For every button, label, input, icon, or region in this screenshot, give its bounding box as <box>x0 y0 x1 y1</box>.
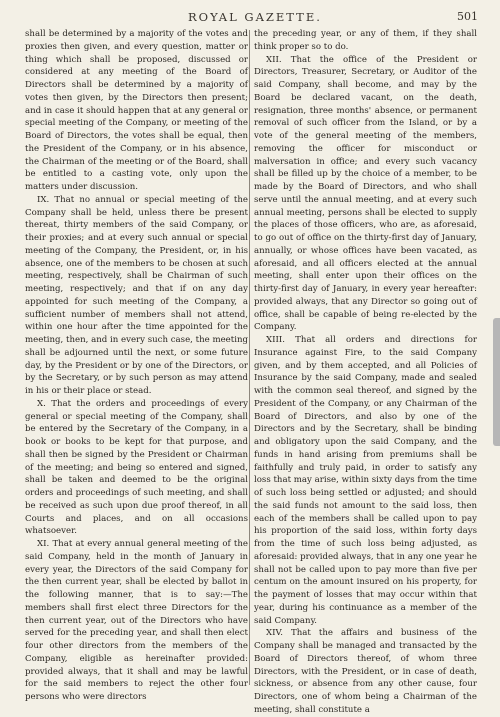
paragraph-x: X. That the orders and proceedings of every general or special meeting of the Company, shall be entered by the Secretary of the Company, in a book or books to be kept for that purpose, and shall then be signed by the President or Chairman of the meeting; and being so entered and signed, shall be taken and deemed to be the original orders and proceedings of such meeting, and shall be received as such upon due proof thereof, in all Courts and places, and on all occasions whatsoever. <box>25 398 248 537</box>
running-title: ROYAL GAZETTE. <box>188 10 322 24</box>
paragraph-continuation: the preceding year, or any of them, if they shall think proper so to do. <box>254 29 477 52</box>
page-number: 501 <box>457 10 478 23</box>
paragraph-xii: XII. That the office of the President or Directors, Treasurer, Secretary, or Auditor of the said Company, shall become, and may by the Board be declared vacant, on the death, resignation, three months' absence, or permanent removal of such officer from the Island, or by a vote of the general meeting of the members, removing the officer for misconduct or malversation in office; and every such vacancy shall be filled up by the choice of a member, to be made by the Board of Directors, and who shall serve until the annual meeting, and at every such annual meeting, persons shall be elected to supply the places of those officers, who are, as aforesaid, to go out of office on the thirty-first day of January, annually, or whose offices have been vacated, as aforesaid, and all officers elected at the annual meeting, shall enter upon their offices on the thirty-first day of January, in every year hereafter: provided always, that any Director so going out of office, shall be capable of being re-elected by the Company. <box>254 54 477 333</box>
paragraph-xi: XI. That at every annual general meeting of the said Company, held in the month of January in every year, the Directors of the said Company for the then current year, shall be elected by ballot in the following manner, that is to say:—The members shall first elect three Directors for the then current year, out of the Directors who have served for the preceding year, and shall then elect four other directors from the members of the Company, eligible as hereinafter provided: provided always, that it shall and may be lawful for the said members to reject the other four persons who were directors <box>25 539 248 702</box>
paragraph-xiv: XIV. That the affairs and business of the Company shall be managed and transacted by the Board of Directors thereof, of whom three Directors, with the President, or in case of death, sickness, or absence from any other cause, four Directors, one of whom being a Chairman of the meeting, shall constitute a <box>254 628 477 715</box>
right-column <box>254 28 477 715</box>
scroll-thumb[interactable] <box>493 318 500 446</box>
column-divider <box>249 30 250 685</box>
paragraph-ix: IX. That no annual or special meeting of the Company shall be held, unless there be present thereat, thirty members of the said Company, or their proxies; and at every such annual or special meeting of the Company, the President, or, in his absence, one of the members to be chosen at such meeting, respectively, shall be Chairman of such meeting, respectively; and that if on any day appointed for such meeting of the Company, a sufficient number of members shall not attend, within one hour after the time appointed for the meeting, then, and in every such case, the meeting shall be adjourned until the next, or some future day, by the President or by one of the Directors, or by the Secretary, or by such person as may attend in his or their place or stead. <box>25 194 249 396</box>
paragraph-votes: shall be determined by a majority of the votes and proxies then given, and every question, matter or thing which shall be proposed, discussed or considered at any meeting of the Board of Directors shall be determined by a majority of votes then given, by the Directors then present; and in case it should happen that at any general or special meeting of the Company, or meeting of the Board of Directors, the votes shall be equal, then the President of the Company, or in his absence, the Chairman of the meeting or of the Board, shall be entitled to a casting vote, only upon the matters under discussion. <box>25 29 248 192</box>
left-column <box>25 28 249 702</box>
paragraph-xiii: XIII. That all orders and directions for Insurance against Fire, to the said Company given, and by them accepted, and all Policies of Insurance by the said Company, made and sealed with the common seal thereof, and signed by the President of the Company, or any Chairman of the Board of Directors, and also by one of the Directors and by the Secretary, shall be binding and obligatory upon the said Company, and the funds in hand arising from premiums shall be faithfully and truly paid, in order to satisfy any loss that may arise, within sixty days from the time of such loss being settled or adjusted; and should the said funds not amount to the said loss, then each of the members shall be called upon to pay his proportion of the said loss, within forty days from the time of such loss being adjusted, as aforesaid: provided always, that in any one year he shall not be called upon to pay more than five per centum on the amount insured on his property, for the payment of losses that may occur within that year, during his continuance as a member of the said Company. <box>254 335 477 626</box>
